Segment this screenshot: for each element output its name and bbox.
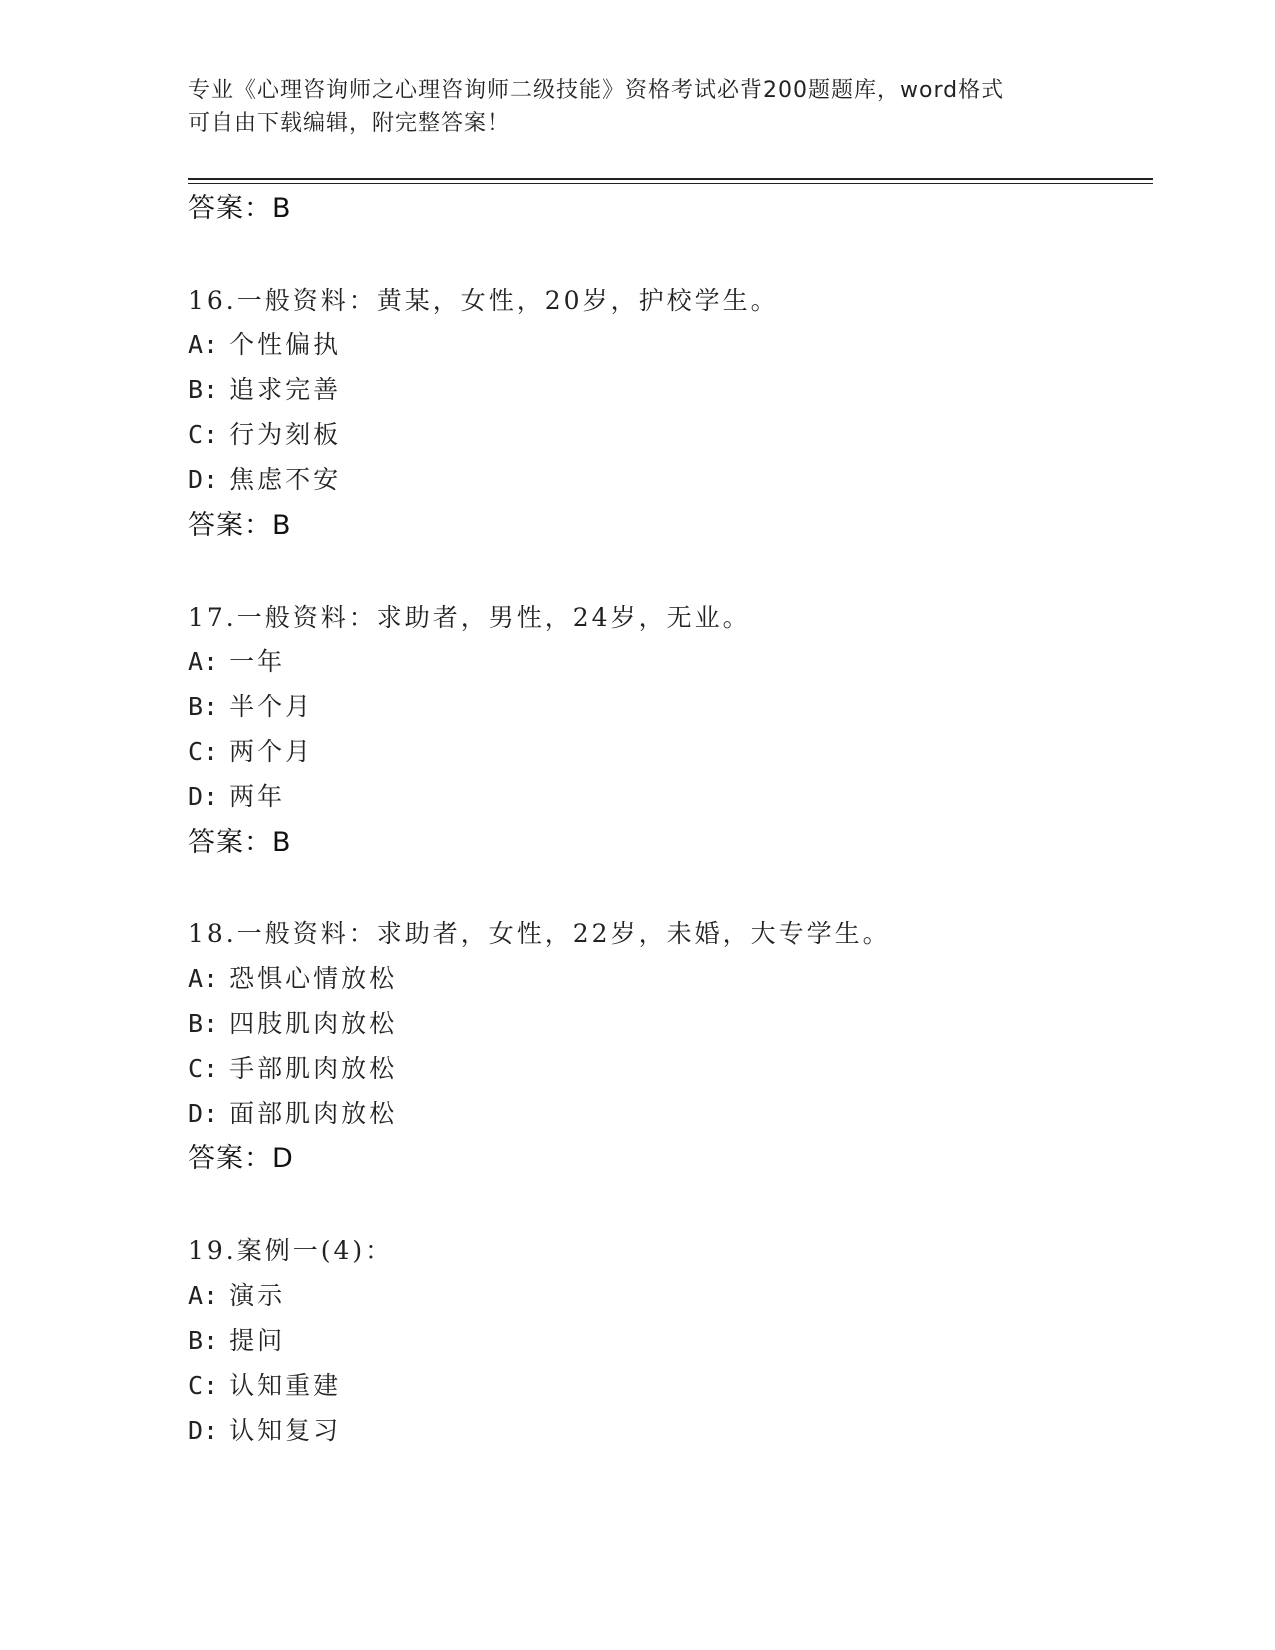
question-17-option-d [188, 780, 285, 814]
option-label: B: [188, 375, 219, 404]
option-label: A: [188, 1281, 219, 1310]
option-text: 认知重建 [229, 1371, 342, 1400]
question-18-option-c [188, 1052, 397, 1086]
document-header [188, 74, 1088, 140]
question-16-option-b [188, 373, 341, 407]
question-17-option-c [188, 735, 313, 769]
answer-16: 答案：B [188, 510, 292, 541]
option-label: B: [188, 1009, 219, 1038]
option-label: C: [188, 1371, 219, 1400]
option-text: 行为刻板 [229, 420, 342, 449]
question-18-option-d [188, 1097, 397, 1131]
question-18-option-b [188, 1007, 397, 1041]
option-text: 面部肌肉放松 [229, 1099, 398, 1128]
option-label: D: [188, 1099, 219, 1128]
option-label: B: [188, 692, 219, 721]
option-text: 手部肌肉放松 [229, 1054, 398, 1083]
question-17-option-a [188, 645, 285, 679]
question-19-option-b [188, 1324, 285, 1358]
option-text: 认知复习 [229, 1416, 342, 1445]
answer-17: 答案：B [188, 827, 292, 858]
question-19-stem: 19.案例一(4)： [188, 1236, 394, 1265]
header-rule [188, 178, 1153, 180]
question-16-option-c [188, 418, 341, 452]
question-16-stem: 16.一般资料：黄某，女性，20岁，护校学生。 [188, 286, 779, 315]
option-text: 一年 [229, 647, 286, 676]
option-label: C: [188, 737, 219, 766]
answer-15: 答案：B [188, 193, 292, 224]
header-line-1: 专业《心理咨询师之心理咨询师二级技能》资格考试必背200题题库，word格式 [188, 78, 1005, 103]
option-label: A: [188, 964, 219, 993]
option-label: B: [188, 1326, 219, 1355]
option-label: C: [188, 420, 219, 449]
option-text: 追求完善 [229, 375, 342, 404]
option-label: A: [188, 647, 219, 676]
option-label: D: [188, 782, 219, 811]
option-text: 半个月 [229, 692, 314, 721]
option-text: 两个月 [229, 737, 314, 766]
question-19-option-c [188, 1369, 341, 1403]
option-text: 焦虑不安 [229, 465, 342, 494]
option-text: 四肢肌肉放松 [229, 1009, 398, 1038]
option-label: A: [188, 330, 219, 359]
header-line-2: 可自由下载编辑，附完整答案！ [188, 111, 511, 136]
question-16-option-d [188, 463, 341, 497]
option-text: 提问 [229, 1326, 286, 1355]
header-rule-thin [188, 183, 1153, 184]
question-18-option-a [188, 962, 397, 996]
question-18-stem: 18.一般资料：求助者，女性，22岁，未婚，大专学生。 [188, 919, 891, 948]
option-text: 恐惧心情放松 [229, 964, 398, 993]
question-17-option-b [188, 690, 313, 724]
option-label: C: [188, 1054, 219, 1083]
answer-18: 答案：D [188, 1143, 294, 1174]
option-label: D: [188, 1416, 219, 1445]
question-16-option-a [188, 328, 341, 362]
option-text: 个性偏执 [229, 330, 342, 359]
option-label: D: [188, 465, 219, 494]
question-17-stem: 17.一般资料：求助者，男性，24岁，无业。 [188, 603, 751, 632]
question-19-option-d [188, 1414, 341, 1448]
option-text: 两年 [229, 782, 286, 811]
option-text: 演示 [229, 1281, 286, 1310]
question-19-option-a [188, 1279, 285, 1313]
